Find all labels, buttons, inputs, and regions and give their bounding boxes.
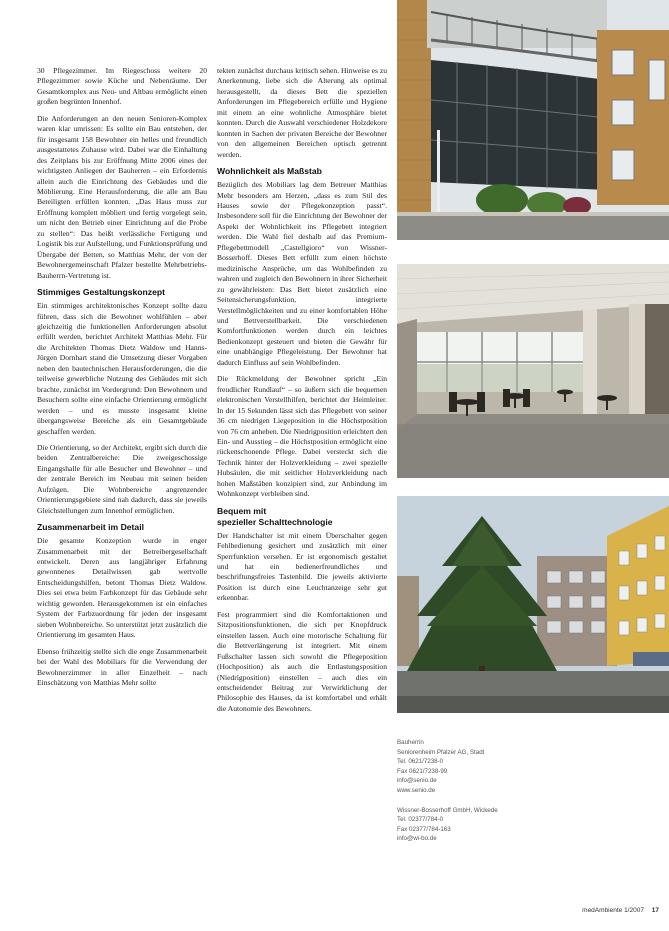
contact-line: Tel. 02377/784-0 xyxy=(397,816,444,824)
contact-info xyxy=(397,738,597,854)
paragraph: Ebenso frühzeitig stellte sich die enge Zusammenarbeit bei der Wahl des Mobiliars für die Verwendung der Bewohnerzimmer in aller Einzelheit – nach Einschätzung von Matthias Mehr sollte xyxy=(37,646,207,688)
paragraph: Die Anforderungen an den neuen Senioren-Komplex waren klar umrissen: Es sollte ein Bau entstehen, der für insgesamt 158 Bewohner ein helles und freundlich ausgestattetes Zuhause wird. Dabei war die Einhaltung des Zeitplans bis zur Eröffnung Mitte 2006 eines der wichtigsten Anliegen der Bauherren – ein Erfordernis allein auch die Einrichtung des Gebäudes und die Möblierung. Eine Herausforderung, die alle am Bau Beteiligten erfüllen konnten. „Das Haus muss zur Eröffnung komplett möbliert und fertig vorgelegt sein, um nicht den Betrieb einer Einrichtung auf die Probe zu stellen“: Das heißt verlässliche Fertigung und Logistik bis zur Aufstellung, und Funktionsprüfung und Übergabe der Betten, so Matthias Mehr, der von der Bewohnergemeinschaft Pfalzer bestellte Mehrbetriebs-Bauherrn-Vertretung ist. xyxy=(37,113,207,280)
courtyard-tree-photo xyxy=(397,496,669,713)
paragraph: Ein stimmiges architektonisches Konzept sollte dazu führen, dass sich die Bewohner wohlfühlen – aber gleichzeitig die funktionellen Anforderungen absolut erfüllt werden, berichtet Architekt Matthias Mehr. Für die Architekten Thomas Dietz Waldow und Hanns-Jürgen Dornhart stand die Umsetzung dieser Vorgaben neben den bautechnischen Herausforderungen, die die teilweise gewerbliche Nutzung des Gebäudes mit sich brachte, zunächst im Vordergrund: Den Bewohnern und Besuchern sollte eine einfache Orientierung ermöglicht werden – und es musste insgesamt kleine übergangsweise Bereiche als ein Gesamtgebäude geschaffen werden. xyxy=(37,301,207,436)
paragraph: Die gesamte Konzeption wurde in enger Zusammenarbeit mit der Betreibergesellschaft entwickelt. Deren aus langjähriger Erfahrung gewonnenes Detailwissen gab wertvolle Entscheidungshilfen, betont Thomas Dietz Waldow. Dies sei etwa beim Farbkonzept für das Gebäude sehr wichtig geworden. Herausgekommen ist ein einfaches System der Farbzuordnung für jeden der insgesamt sieben Wohnbereiche. So unterstützt jetzt zusätzlich die Orientierung im gesamten Haus. xyxy=(37,536,207,640)
magazine-issue: medAmbiente 1/2007 xyxy=(582,907,644,914)
contact-block-owner xyxy=(397,738,597,796)
text-column-middle xyxy=(217,66,387,720)
section-heading xyxy=(217,506,387,528)
paragraph: Der Handschalter ist mit einem Überschalter gegen Fehlbedienung gesichert und zusätzlich mit einer Sperrfunktion versehen. Er ist ergonomisch gestaltet und hat ein bedienerfreundliches und beschriftungsfreies Tastenbild. Die jeweils aktivierte Position ist durch eine Leuchtanzeige sehr gut erkennbar. xyxy=(217,530,387,603)
paragraph: Die Orientierung, so der Architekt, ergibt sich durch die beiden Zentralbereiche: Die zweigeschossige Eingangshalle für alle Besucher und Bewohner – und der zentrale Bereich im Neubau mit seinen beiden Aufzügen. Die Wohnbereiche angrenzender Orientierungsgebiete sind nah dadurch, dass sie jeweils Gleichstellungen zum Innenhof ermöglichen. xyxy=(37,442,207,515)
contact-line: Wissner-Bosserhoff GmbH, Wickede xyxy=(397,806,498,814)
page-footer xyxy=(582,907,659,914)
text-column-left xyxy=(37,66,207,694)
contact-line: Tel. 0621/7238-0 xyxy=(397,758,444,766)
section-heading: Zusammenarbeit im Detail xyxy=(37,522,144,533)
page-number: 17 xyxy=(651,907,659,914)
building-exterior-photo xyxy=(397,0,669,240)
paragraph: Die Rückmeldung der Bewohner spricht „Ein freudlicher Rundlauf“ – so äußern sich die bequemen elektronischen Verstellhilfen, berichtet der Heimleiter. In der 15 Sekunden lässt sich das Pflegebett von seiner 36 cm niedrigen Liegeposition in die Höchstposition von 76 cm anheben. Die Niedrigposition erleichtert den Ein- und Ausstieg – die Höchstposition ermöglicht eine rückenschonende Pflege. Dabei versteckt sich die Technik hinter der Holzverkleidung – zwei spezielle Hubsäulen, die mit seitlicher Holzverkleidung nach hohen Maßstäben konzipiert sind, zur Anbindung im Wohnkonzept verbleiben sind. xyxy=(217,374,387,499)
interior-common-room-photo xyxy=(397,264,669,478)
contact-line: info@senio.de xyxy=(397,777,437,785)
paragraph: Bezüglich des Mobiliars lag dem Betreuer Matthias Mehr besonders am Herzen, „dass es zum Stil des Hauses sowie der Pflegekonzeption passt“. Insbesondere soll für die Einrichtung der Bewohner der Aspekt der Wohnlichkeit ins Pflegebett integriert werden. Die Wahl fiel deshalb auf das Premium-Pflegebettmodell „Castellgioro“ von Wissner-Bosserhoff. Dieses Bett erfüllt zum einen höchste medizinische Ansprüche, um das Wohlbefinden zu wahren und zugleich den Bewohnern in ihrer Sicherheit zu gewährleisten: Das Bett bietet zusätzlich eine Seitensicherungsfunktion, integrierte Verstellmöglichkeiten und zu einer komfortablen Höhe und Bettverstellbarkeit. Die verschiedenen Komfortfunktionen werden durch ein leichtes Bedienkonzept gesteuert und bieten die Gewähr für eine unabhängige Pflegeleistung. Der Bewohner hat dadurch Einfluss auf sein Wohlbefinden. xyxy=(217,180,387,367)
contact-line: Bauherrin xyxy=(397,739,424,746)
heading-line: spezieller Schalttechnologie xyxy=(217,516,333,527)
contact-block-manufacturer xyxy=(397,806,597,844)
paragraph: 30 Pflegezimmer. Im Riegeschoss weitere 20 Pflegezimmer sowie Küche und Nebenräume. Der Gesamtkomplex aus Neu- und Altbau ermöglicht einen großen begrünten Innenhof. xyxy=(37,66,207,107)
heading-line: Bequem mit xyxy=(217,505,267,516)
paragraph: Fest programmiert sind die Komfortaktionen und Sitzpositionsfunktionen, die sich per Knopfdruck einstellen lassen. Auch eine motorische Schaltung für die Bettverlängerung ist integriert. Mit einem Fußschalter lassen sich sowohl die Pflegeposition (Hochposition) als auch die Entlastungsposition (Niedrigposition) einstellen – auch dies ein entscheidender Beitrag zur Verwirklichung der Philosophie des Hauses, da ist komfortabel und erhält die Autonomie des Bewohners. xyxy=(217,609,387,713)
contact-line: www.senio.de xyxy=(397,786,436,794)
contact-line: Seniorenheim Pfalzer AG, Stadt xyxy=(397,748,485,756)
paragraph: tekten zunächst durchaus kritisch sehen. Hinweise es zu Anerkennung, liebe sich die Alterung als optimal herausgestellt, da dieses Bett die speziellen Anforderungen im Pflegebereich erfülle und Hygiene mit einem an eine wohnliche Atmosphäre bietet konnten. Durch die Auswahl verschiedener Holzdekore konnten in Sachen der privaten Bereiche der Bewohner von den allgemeinen Bereichen optisch getrennt werden. xyxy=(217,66,387,159)
contact-line: Fax 02377/784-163 xyxy=(397,825,451,833)
section-heading: Wohnlichkeit als Maßstab xyxy=(217,166,322,177)
contact-line: info@wi-bo.de xyxy=(397,835,437,843)
contact-line: Fax 0621/7238-99 xyxy=(397,767,448,775)
section-heading: Stimmiges Gestaltungskonzept xyxy=(37,287,165,298)
